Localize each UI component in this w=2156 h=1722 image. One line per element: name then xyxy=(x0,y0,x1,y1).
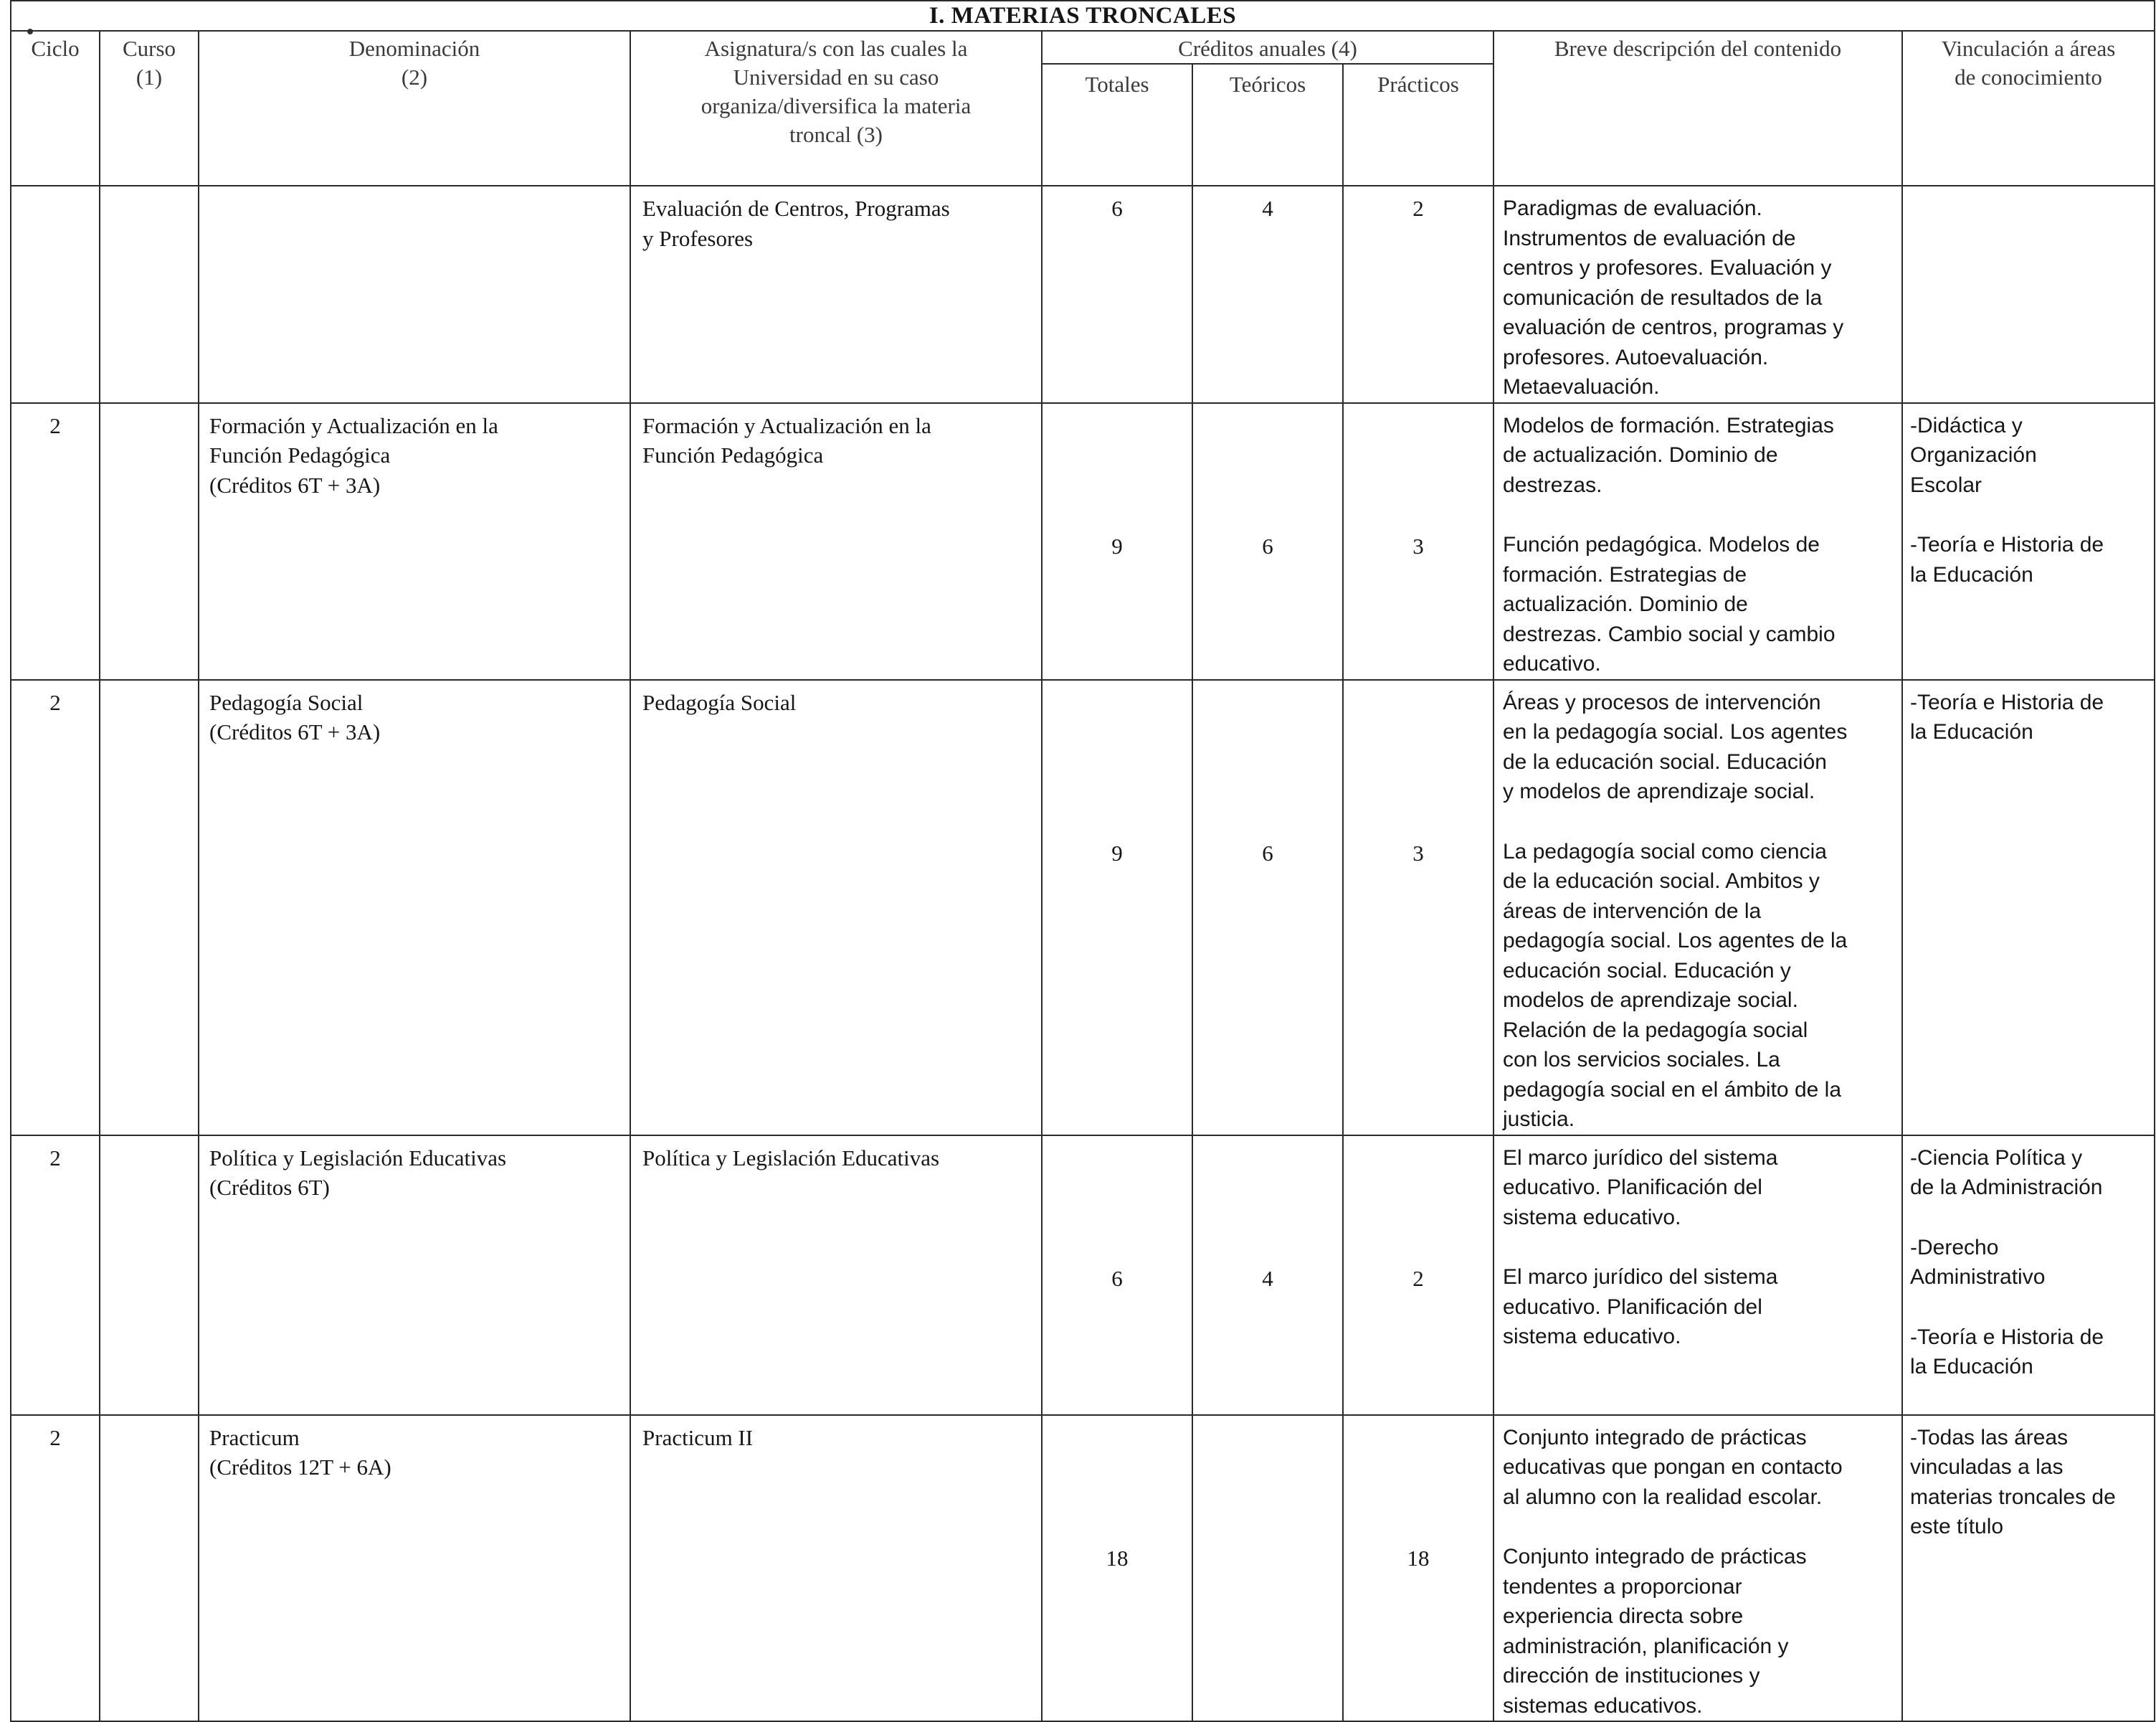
vinculacion-line: -Teoría e Historia de xyxy=(1910,533,2104,557)
curso-cell xyxy=(100,186,199,403)
denominacion-line: (Créditos 6T + 3A) xyxy=(209,719,381,744)
asignatura-line: Practicum II xyxy=(642,1424,754,1450)
descripcion-line: educación social. Educación y xyxy=(1503,958,1791,983)
header-teoricos: Teóricos xyxy=(1192,64,1343,186)
descripcion-cell xyxy=(1493,403,1902,680)
descripcion-line: Metaevaluación. xyxy=(1503,375,1660,399)
header-ciclo: Ciclo xyxy=(11,31,100,186)
practicos-value: 3 xyxy=(1412,840,1424,866)
denominacion-line: Pedagogía Social xyxy=(209,689,364,715)
vinculacion-cell xyxy=(1902,680,2155,1135)
descripcion-line: destrezas. xyxy=(1503,473,1602,497)
descripcion-line: al alumno con la realidad escolar. xyxy=(1503,1485,1823,1509)
asignatura-cell xyxy=(630,680,1042,1135)
denominacion-line: Practicum xyxy=(209,1424,300,1450)
descripcion-line: Conjunto integrado de prácticas xyxy=(1503,1545,1807,1569)
teoricos-value: 4 xyxy=(1262,196,1273,221)
descripcion-line: con los servicios sociales. La xyxy=(1503,1048,1780,1071)
vinculacion-line: -Teoría e Historia de xyxy=(1910,690,2104,714)
practicos-cell xyxy=(1343,1415,1493,1722)
vinculacion-line: Escolar xyxy=(1910,473,1982,497)
header-row-1 xyxy=(11,31,2155,64)
practicos-value: 2 xyxy=(1412,1265,1424,1291)
descripcion-paragraph xyxy=(1503,530,1897,679)
ciclo-cell xyxy=(11,1415,100,1722)
teoricos-cell xyxy=(1192,403,1343,680)
vinculacion-line: -Todas las áreas xyxy=(1910,1425,2069,1449)
vinculacion-line: vinculadas a las xyxy=(1910,1455,2064,1479)
curso-cell xyxy=(100,680,199,1135)
descripcion-paragraph xyxy=(1503,1542,1897,1721)
vinculacion-cell xyxy=(1902,1135,2155,1415)
teoricos-cell xyxy=(1192,186,1343,403)
vinculacion-area xyxy=(1910,411,2150,501)
descripcion-line: administración, planificación y xyxy=(1503,1634,1789,1658)
asignatura-line: Política y Legislación Educativas xyxy=(642,1145,940,1170)
teoricos-cell xyxy=(1192,1135,1343,1415)
ciclo-value: 2 xyxy=(49,1424,61,1450)
ciclo-value: 2 xyxy=(49,412,61,438)
header-asignatura xyxy=(630,31,1042,186)
asignatura-cell xyxy=(630,1415,1042,1722)
denominacion-line: (Créditos 6T + 3A) xyxy=(209,472,381,498)
descripcion-line: en la pedagogía social. Los agentes xyxy=(1503,720,1848,744)
practicos-cell xyxy=(1343,1135,1493,1415)
descripcion-line: Relación de la pedagogía social xyxy=(1503,1018,1808,1042)
asignatura-line: Formación y Actualización en la xyxy=(642,412,931,438)
descripcion-line: sistemas educativos. xyxy=(1503,1693,1703,1718)
vinculacion-area xyxy=(1910,1423,2150,1542)
vinculacion-line: la Educación xyxy=(1910,720,2033,744)
denominacion-line: Política y Legislación Educativas xyxy=(209,1145,507,1170)
totales-value: 9 xyxy=(1111,840,1123,866)
practicos-cell xyxy=(1343,186,1493,403)
practicos-cell xyxy=(1343,680,1493,1135)
vinculacion-area xyxy=(1910,1323,2150,1382)
asignatura-cell xyxy=(630,1135,1042,1415)
header-creditos: Créditos anuales (4) xyxy=(1042,31,1493,64)
descripcion-line: destrezas. Cambio social y cambio xyxy=(1503,622,1836,646)
descripcion-paragraph xyxy=(1503,1423,1897,1513)
descripcion-line: Áreas y procesos de intervención xyxy=(1503,690,1821,714)
totales-value: 18 xyxy=(1106,1545,1129,1571)
descripcion-line: El marco jurídico del sistema xyxy=(1503,1265,1778,1289)
header-asignatura-line: troncal (3) xyxy=(789,122,883,147)
asignatura-line: y Profesores xyxy=(642,225,754,251)
vinculacion-line: la Educación xyxy=(1910,562,2033,587)
teoricos-cell xyxy=(1192,1415,1343,1722)
ciclo-cell xyxy=(11,1135,100,1415)
table-row xyxy=(11,680,2155,1135)
denominacion-cell xyxy=(199,403,630,680)
header-vinculacion-line: Vinculación a áreas xyxy=(1941,36,2116,61)
table-row xyxy=(11,403,2155,680)
vinculacion-line: la Educación xyxy=(1910,1355,2033,1378)
asignatura-line: Evaluación de Centros, Programas xyxy=(642,196,950,221)
vinculacion-cell xyxy=(1902,186,2155,403)
header-curso-line: Curso xyxy=(122,36,176,61)
header-vinculacion-line: de conocimiento xyxy=(1955,65,2102,90)
descripcion-line: Instrumentos de evaluación de xyxy=(1503,226,1796,250)
descripcion-line: de la educación social. Educación xyxy=(1503,749,1827,774)
ciclo-value: 2 xyxy=(49,1145,61,1170)
header-denominacion xyxy=(199,31,630,186)
denominacion-cell xyxy=(199,1135,630,1415)
table-row xyxy=(11,186,2155,403)
totales-value: 6 xyxy=(1111,196,1123,221)
denominacion-line: (Créditos 6T) xyxy=(209,1175,330,1200)
vinculacion-area xyxy=(1910,530,2150,590)
vinculacion-cell xyxy=(1902,1415,2155,1722)
section-title: I. MATERIAS TRONCALES xyxy=(11,1,2155,31)
curso-cell xyxy=(100,1135,199,1415)
denominacion-line: (Créditos 12T + 6A) xyxy=(209,1454,391,1480)
descripcion-line: El marco jurídico del sistema xyxy=(1503,1145,1778,1170)
descripcion-line: pedagogía social. Los agentes de la xyxy=(1503,929,1848,952)
descripcion-line: y modelos de aprendizaje social. xyxy=(1503,780,1815,803)
header-vinculacion xyxy=(1902,31,2155,186)
curso-cell xyxy=(100,403,199,680)
table-row xyxy=(11,1135,2155,1415)
descripcion-paragraph xyxy=(1503,1262,1897,1352)
descripcion-line: educativo. xyxy=(1503,652,1601,676)
descripcion-line: de la educación social. Ambitos y xyxy=(1503,869,1820,893)
title-row xyxy=(11,1,2155,31)
teoricos-value: 4 xyxy=(1262,1265,1273,1291)
header-practicos: Prácticos xyxy=(1343,64,1493,186)
practicos-cell xyxy=(1343,403,1493,680)
header-curso xyxy=(100,31,199,186)
denominacion-cell xyxy=(199,186,630,403)
descripcion-line: formación. Estrategias de xyxy=(1503,562,1747,587)
descripcion-cell xyxy=(1493,1135,1902,1415)
descripcion-paragraph xyxy=(1503,837,1897,1135)
vinculacion-line: de la Administración xyxy=(1910,1175,2103,1199)
descripcion-line: áreas de intervención de la xyxy=(1503,899,1762,923)
descripcion-paragraph xyxy=(1503,688,1897,807)
practicos-value: 3 xyxy=(1412,533,1424,559)
descripcion-paragraph xyxy=(1503,1143,1897,1233)
vinculacion-area xyxy=(1910,1143,2150,1203)
descripcion-line: profesores. Autoevaluación. xyxy=(1503,345,1769,369)
descripcion-line: pedagogía social en el ámbito de la xyxy=(1503,1077,1842,1102)
denominacion-line: Formación y Actualización en la xyxy=(209,412,498,438)
denominacion-cell xyxy=(199,680,630,1135)
descripcion-cell xyxy=(1493,1415,1902,1722)
descripcion-paragraph xyxy=(1503,411,1897,501)
descripcion-line: justicia. xyxy=(1503,1107,1575,1131)
descripcion-line: experiencia directa sobre xyxy=(1503,1604,1744,1628)
descripcion-line: La pedagogía social como ciencia xyxy=(1503,839,1827,864)
descripcion-line: de actualización. Dominio de xyxy=(1503,443,1778,467)
descripcion-line: tendentes a proporcionar xyxy=(1503,1574,1742,1599)
denominacion-cell xyxy=(199,1415,630,1722)
asignatura-cell xyxy=(630,403,1042,680)
descripcion-line: Paradigmas de evaluación. xyxy=(1503,197,1762,220)
header-curso-line: (1) xyxy=(136,65,163,90)
vinculacion-line: Organización xyxy=(1910,443,2037,467)
descripcion-line: evaluación de centros, programas y xyxy=(1503,316,1844,339)
header-totales: Totales xyxy=(1042,64,1192,186)
descripcion-line: Función pedagógica. Modelos de xyxy=(1503,533,1820,557)
descripcion-cell xyxy=(1493,186,1902,403)
curso-cell xyxy=(100,1415,199,1722)
vinculacion-line: -Didáctica y xyxy=(1910,413,2023,437)
descripcion-line: sistema educativo. xyxy=(1503,1325,1681,1348)
descripcion-cell xyxy=(1493,680,1902,1135)
teoricos-value: 6 xyxy=(1262,533,1273,559)
materias-troncales-table xyxy=(10,0,2155,1722)
totales-cell xyxy=(1042,1135,1192,1415)
header-asignatura-line: Asignatura/s con las cuales la xyxy=(704,36,968,61)
vinculacion-line: -Derecho xyxy=(1910,1235,1999,1259)
totales-value: 6 xyxy=(1111,1265,1123,1291)
header-descripcion: Breve descripción del contenido xyxy=(1493,31,1902,186)
teoricos-value: 6 xyxy=(1262,840,1273,866)
table-row xyxy=(11,1415,2155,1722)
ciclo-value: 2 xyxy=(49,689,61,715)
vinculacion-line: este título xyxy=(1910,1515,2004,1538)
descripcion-line: educativo. Planificación del xyxy=(1503,1175,1762,1199)
practicos-value: 18 xyxy=(1407,1545,1430,1571)
descripcion-line: modelos de aprendizaje social. xyxy=(1503,988,1798,1012)
asignatura-line: Pedagogía Social xyxy=(642,689,797,715)
totales-cell xyxy=(1042,680,1192,1135)
ciclo-cell xyxy=(11,403,100,680)
vinculacion-line: materias troncales de xyxy=(1910,1485,2116,1509)
vinculacion-cell xyxy=(1902,403,2155,680)
vinculacion-line: -Ciencia Política y xyxy=(1910,1145,2083,1170)
vinculacion-area xyxy=(1910,688,2150,747)
totales-cell xyxy=(1042,1415,1192,1722)
descripcion-line: educativo. Planificación del xyxy=(1503,1295,1762,1319)
denominacion-line: Función Pedagógica xyxy=(209,443,391,468)
descripcion-line: educativas que pongan en contacto xyxy=(1503,1455,1843,1479)
descripcion-line: actualización. Dominio de xyxy=(1503,592,1748,616)
vinculacion-area xyxy=(1910,1233,2150,1292)
vinculacion-line: Administrativo xyxy=(1910,1265,2046,1289)
descripcion-line: dirección de instituciones y xyxy=(1503,1664,1760,1688)
descripcion-line: sistema educativo. xyxy=(1503,1205,1681,1229)
teoricos-cell xyxy=(1192,680,1343,1135)
descripcion-line: comunicación de resultados de la xyxy=(1503,285,1823,310)
header-asignatura-line: Universidad en su caso xyxy=(733,65,939,90)
header-denominacion-line: Denominación xyxy=(348,36,480,61)
totales-value: 9 xyxy=(1111,533,1123,559)
totales-cell xyxy=(1042,403,1192,680)
descripcion-paragraph xyxy=(1503,194,1897,402)
ciclo-cell xyxy=(11,186,100,403)
asignatura-cell xyxy=(630,186,1042,403)
practicos-value: 2 xyxy=(1412,196,1424,221)
totales-cell xyxy=(1042,186,1192,403)
ciclo-cell xyxy=(11,680,100,1135)
header-denominacion-line: (2) xyxy=(401,65,428,90)
vinculacion-line: -Teoría e Historia de xyxy=(1910,1325,2104,1349)
descripcion-line: Conjunto integrado de prácticas xyxy=(1503,1425,1807,1449)
descripcion-line: centros y profesores. Evaluación y xyxy=(1503,256,1832,280)
descripcion-line: Modelos de formación. Estrategias xyxy=(1503,413,1834,437)
asignatura-line: Función Pedagógica xyxy=(642,443,824,468)
header-asignatura-line: organiza/diversifica la materia xyxy=(701,93,972,118)
